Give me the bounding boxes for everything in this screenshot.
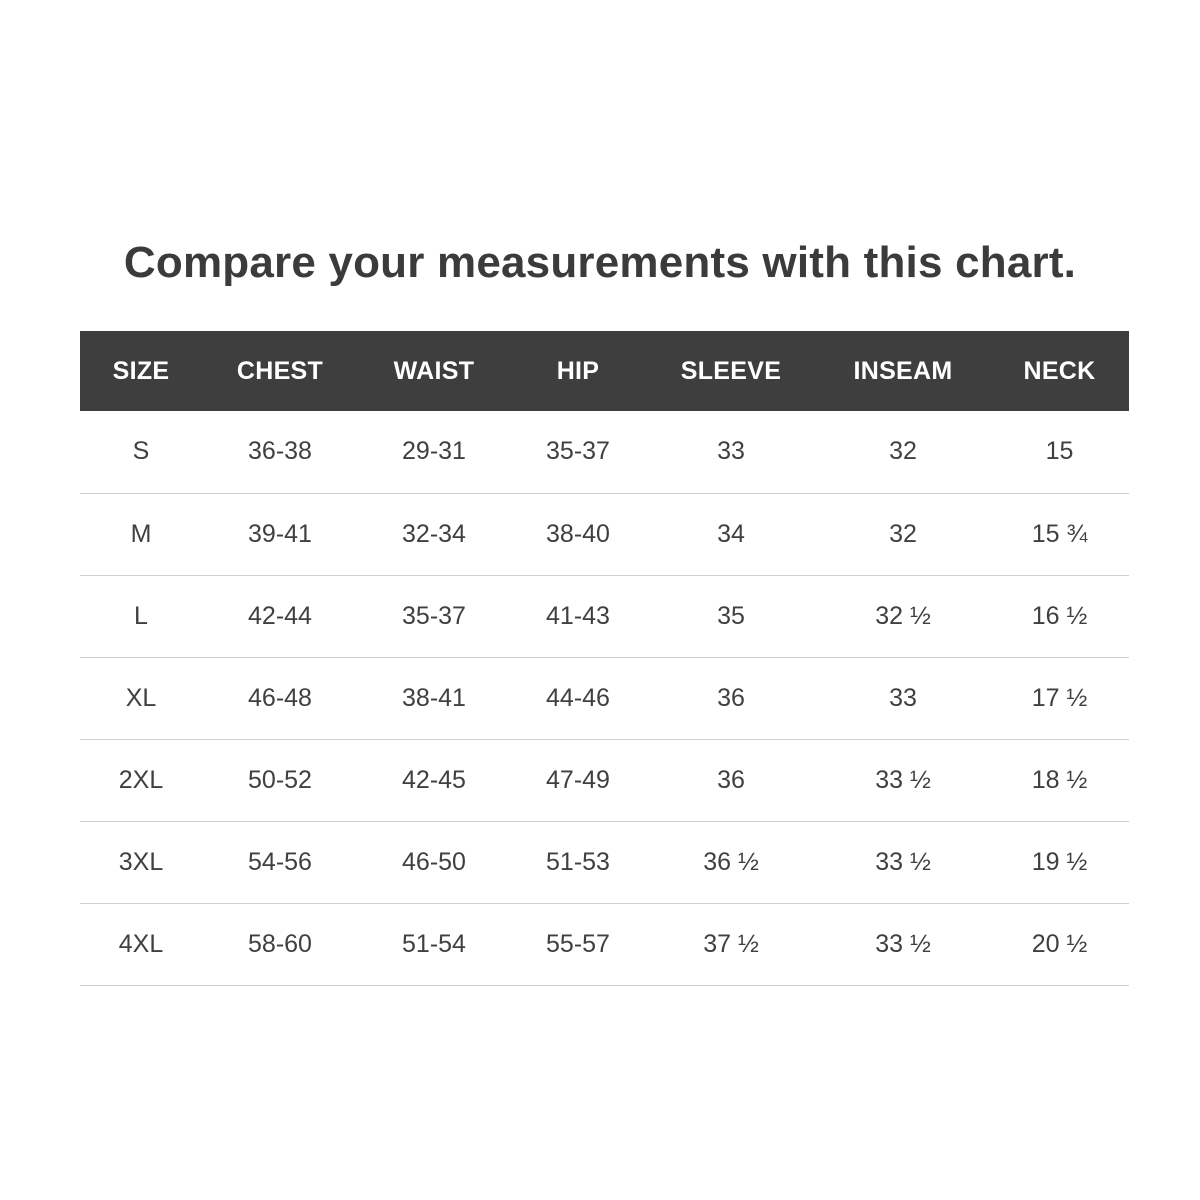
cell-hip: 55-57	[546, 929, 610, 958]
cell-neck: 17 ½	[1031, 683, 1088, 712]
cell-hip: 47-49	[546, 765, 610, 794]
cell-sleeve: 37 ½	[703, 929, 759, 958]
cell-chest: 36-38	[248, 437, 312, 466]
cell-size: 2XL	[118, 765, 164, 794]
cell-inseam: 33 ½	[875, 929, 931, 958]
header-inseam: INSEAM	[853, 356, 953, 385]
cell-sleeve: 34	[717, 519, 745, 548]
cell-waist: 29-31	[402, 437, 466, 466]
cell-waist: 42-45	[402, 765, 466, 794]
cell-chest: 39-41	[248, 519, 312, 548]
cell-hip: 38-40	[546, 519, 610, 548]
cell-sleeve: 33	[717, 437, 745, 466]
cell-size: S	[132, 437, 150, 466]
cell-sleeve: 36 ½	[703, 847, 759, 876]
cell-sleeve: 36	[717, 765, 745, 794]
table-row	[80, 739, 1129, 821]
cell-waist: 32-34	[402, 519, 466, 548]
cell-size: 4XL	[118, 929, 164, 958]
table-row	[80, 411, 1129, 493]
cell-inseam: 33 ½	[875, 847, 931, 876]
cell-size: M	[130, 519, 152, 548]
cell-hip: 41-43	[546, 601, 610, 630]
header-chest: CHEST	[236, 356, 324, 385]
cell-waist: 38-41	[402, 683, 466, 712]
cell-neck: 19 ½	[1031, 847, 1088, 876]
cell-neck: 16 ½	[1031, 601, 1088, 630]
cell-hip: 44-46	[546, 683, 610, 712]
header-size: SIZE	[112, 356, 170, 385]
cell-size: L	[134, 601, 148, 630]
cell-waist: 46-50	[402, 847, 466, 876]
table-row	[80, 903, 1129, 985]
cell-neck: 15 ¾	[1031, 519, 1088, 548]
cell-chest: 54-56	[248, 847, 312, 876]
cell-waist: 51-54	[402, 929, 466, 958]
cell-inseam: 32	[889, 437, 917, 466]
cell-waist: 35-37	[402, 601, 466, 630]
table-row	[80, 821, 1129, 903]
table-row	[80, 575, 1129, 657]
table-header	[80, 331, 1129, 411]
header-sleeve: SLEEVE	[680, 356, 782, 385]
cell-size: 3XL	[118, 847, 164, 876]
header-row	[80, 331, 1129, 411]
cell-chest: 58-60	[248, 929, 312, 958]
table-row	[80, 657, 1129, 739]
cell-hip: 35-37	[546, 437, 610, 466]
header-hip: HIP	[556, 356, 600, 385]
header-waist: WAIST	[393, 356, 475, 385]
cell-sleeve: 36	[717, 683, 745, 712]
cell-inseam: 33 ½	[875, 765, 931, 794]
cell-inseam: 32	[889, 519, 917, 548]
cell-inseam: 33	[889, 683, 917, 712]
cell-neck: 18 ½	[1031, 765, 1088, 794]
cell-sleeve: 35	[717, 601, 745, 630]
table-body	[80, 411, 1129, 985]
size-chart-table	[80, 331, 1129, 986]
cell-chest: 46-48	[248, 683, 312, 712]
cell-hip: 51-53	[546, 847, 610, 876]
table-row	[80, 493, 1129, 575]
cell-inseam: 32 ½	[875, 601, 931, 630]
cell-size: XL	[125, 683, 157, 712]
cell-neck: 20 ½	[1031, 929, 1088, 958]
page-title: Compare your measurements with this chart.	[123, 238, 1077, 288]
cell-neck: 15	[1045, 437, 1074, 466]
header-neck: NECK	[1023, 356, 1096, 385]
cell-chest: 50-52	[248, 765, 312, 794]
cell-chest: 42-44	[248, 601, 312, 630]
